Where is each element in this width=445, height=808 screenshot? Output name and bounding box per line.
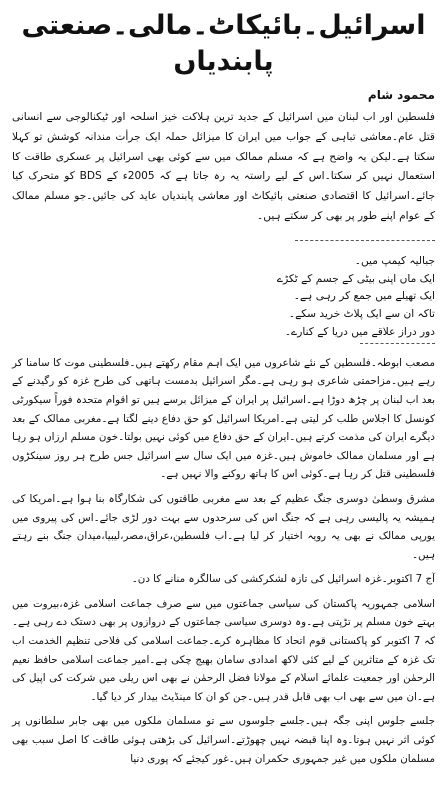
- author-name: محمود شام: [367, 88, 435, 102]
- body-paragraph: اسلامی جمہوریہ پاکستان کی سیاسی جماعتوں میں سے صرف جماعت اسلامی غزہ،بیروت میں بہتے خون مسلم پر تڑپتی ہے۔وہ دوسری سیاسی جماعتوں کے دروازوں پر بھی دستک دے رہی ہے۔کہ 7 اکتوبر کو پاکستانی قوم اتحاد کا مظاہرہ کرے۔جماعت اسلامی کی فلاحی تنظیم الخدمت اب تک غزہ کے متاثرین کے لیے کئی لاکھ امدادی سامان بھیج چکی ہے۔امیر جماعت اسلامی حافظ نعیم الرحمٰن اور جمعیت علمائے اسلام کے مولانا فضل الرحمٰن نے بھی اس ریلی میں شرکت کی اپیل کی ہے۔ان میں سے بھی اب بھی قابل قدر ہیں۔جن کو ان کا مینڈیٹ بیدار کر دیا گیا۔: [12, 597, 435, 703]
- poem-line: دور دراز علاقے میں دریا کے کنارے۔: [284, 325, 435, 338]
- body-paragraph: جلسے جلوس اپنی جگہ ہیں۔جلسے جلوسوں سے تو مسلمان ملکوں میں بھی جابر سلطانوں پر کوئی اثر نہیں ہوتا۔وہ اپنا قبضہ نہیں چھوڑتے۔اسرائیل کی بڑھتی ہوئی طاقت کا اصل سبب بھی مسلمان ملکوں میں غیر جمہوری حکمران ہیں۔غور کیجئے کہ پوری دنیا: [12, 715, 435, 765]
- article-page: [0, 8, 445, 808]
- poem-end-rule: [360, 342, 435, 344]
- poem-line: ایک ماں اپنی بیٹی کے جسم کے ٹکڑے: [276, 272, 435, 285]
- body-paragraph: مصعب ابوطہ۔فلسطین کے نئے شاعروں میں ایک اہم مقام رکھتے ہیں۔فلسطینی موت کا سامنا کر رہے ہیں۔مزاحمتی شاعری ہو رہی ہے۔مگر اسرائیل بدمست ہاتھی کی طرح غزہ کو رگیدنے کے بعد اب لبنان پر چڑھ دوڑا ہے۔اسرائیل پر ایران کے میزائل برسے ہیں تو اقوام متحدہ فوراً سیکورٹی کونسل کا اجلاس طلب کر لیتی ہے۔امریکا اسرائیل کو حق دفاع دینے لگتا ہے۔مغربی ممالک کے بعد دیگرے ایران کی مذمت کرتے ہیں۔ایران کے حق دفاع میں کوئی نہیں بولتا۔خون مسلم ارزاں ہو رہا ہے اور مسلمان ممالک خاموش ہیں۔غزہ میں ایک سال سے اسرائیل جس طرح ہر روز سینکڑوں فلسطینی قتل کر رہا ہے۔کوئی اس کا ہاتھ روکنے والا نہیں ہے۔: [12, 356, 435, 481]
- poem-block: [12, 253, 435, 344]
- poem-line: تاکہ ان سے ایک پلاٹ خرید سکے۔: [288, 308, 435, 321]
- article-title: اسرائیل۔بائیکاٹ۔مالی۔صنعتی پابندیاں: [21, 10, 426, 77]
- body-paragraph: آج 7 اکتوبر۔غزہ اسرائیل کی تازہ لشکرکشی کی سالگرہ منانے کا دن۔: [131, 573, 435, 586]
- poem-line: ایک تھیلے میں جمع کر رہی ہے۔: [293, 290, 435, 303]
- intro-paragraph: فلسطین اور اب لبنان میں اسرائیل کے جدید ترین ہلاکت خیز اسلحہ اور ٹیکنالوجی سے انسانی قتل عام۔معاشی تباہی کے جواب میں ایران کا میزائل حملہ ایک جرأت مندانہ کوشش تو کہلا سکتا ہے۔لیکن یہ واضح ہے کہ مسلم ممالک میں سے کوئی بھی اسرائیل پر عسکری طاقت کا استعمال نہیں کر سکتا۔اس کے لیے راستہ یہ رہ جاتا ہے کہ 2005ء کے BDS کو متحرک کیا جائے۔اسرائیل کا اقتصادی صنعتی بائیکاٹ اور معاشی پابندیاں عاید کی جائیں۔جو مسلم ممالک کے عوام اپنے طور پر بھی کر سکتے ہیں۔: [12, 111, 435, 222]
- poem-line: جبالیہ کیمپ میں۔: [354, 254, 435, 267]
- section-divider: [295, 239, 435, 241]
- body-paragraph: مشرق وسطیٰ دوسری جنگ عظیم کے بعد سے مغربی طاقتوں کی شکارگاہ بنا ہوا ہے۔امریکا کی ہمیشہ یہ پالیسی رہی ہے کہ جنگ اس کی سرحدوں سے بہت دور لڑی جائے۔اس کی پیروی میں یورپی ممالک نے بھی یہ رویہ اختیار کر لیا ہے۔اب فلسطین،عراق،مصر،لیبیا،میدان جنگ بنے رہتے ہیں۔: [12, 492, 435, 561]
